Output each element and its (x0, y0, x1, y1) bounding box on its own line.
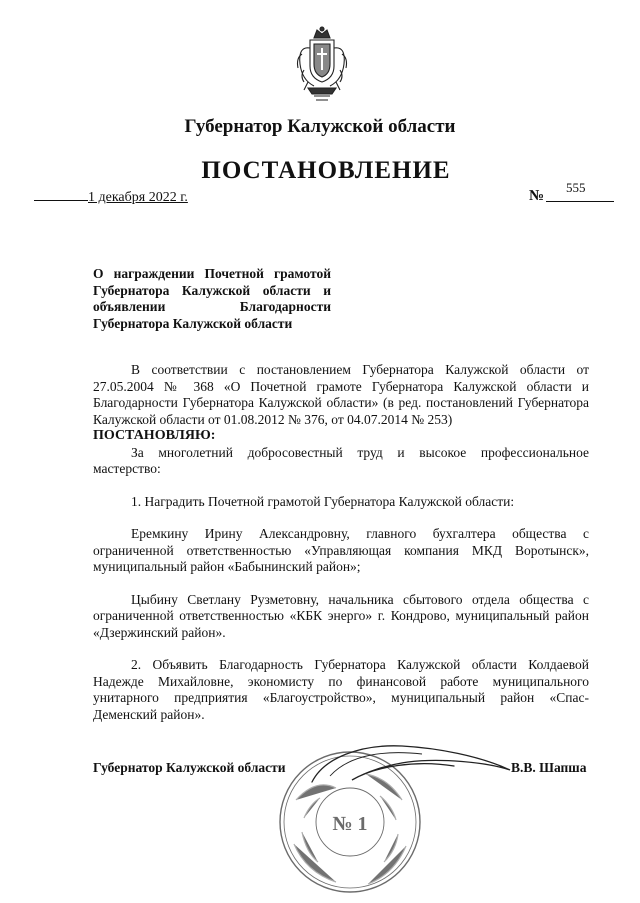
number-label: № (529, 188, 545, 204)
seal-number: № 1 (332, 813, 368, 835)
preamble-paragraph: В соответствии с постановлением Губернатора Калужской области от 27.05.2004 № 368 «О Почетной грамоте Губернатора Калужской области и Благодарности Губернатора Калужской области» (в ред. постановлений Губернатора Калужской области от 01.08.2012 № 376, от 04.07.2014 № 253) (93, 362, 589, 427)
document-number: 555 (566, 180, 586, 195)
reason-paragraph: За многолетний добросовестный труд и высокое профессиональное мастерство: (93, 444, 589, 476)
coat-of-arms-icon (292, 24, 352, 104)
handwritten-signature (290, 736, 522, 796)
awardee-1-paragraph: Еремкину Ирину Александровну, главного бухгалтера общества с ограниченной ответственностью «Управляющая компания МКД Воротынск», муниципальный район «Бабынинский район»; (93, 526, 589, 574)
number-blank-line (546, 201, 614, 202)
awardee-2-paragraph: Цыбину Светлану Рузметовну, начальника сбытового отдела общества с ограниченной ответственностью «КБК энерго» г. Кондрово, муниципальный район «Дзержинский район». (93, 591, 589, 640)
document-date (34, 190, 188, 206)
document-subject: О награждении Почетной грамотой Губернатора Калужской области и объявлении Благодарности Губернатора Калужской области (93, 266, 331, 331)
date-value: 1 декабря 2022 г. (88, 190, 188, 205)
decree-word: ПОСТАНОВЛЯЮ: (93, 428, 216, 443)
item-1-paragraph: 1. Наградить Почетной грамотой Губернатора Калужской области: (131, 493, 515, 509)
signatory-name: В.В. Шапша (511, 760, 587, 775)
item-2-paragraph: 2. Объявить Благодарность Губернатора Калужской области Колдаевой Надежде Михайловне, экономисту по финансовой работе муниципального унитарного предприятия «Благоустройство», муниципальный район «Спас-Деменский район». (93, 657, 589, 722)
document-type-title: ПОСТАНОВЛЕНИЕ (201, 157, 451, 184)
document-body (93, 362, 589, 723)
date-blank-line (34, 200, 88, 201)
issuer-title: Губернатор Калужской области (184, 116, 456, 137)
signatory-title: Губернатор Калужской области (93, 760, 286, 775)
